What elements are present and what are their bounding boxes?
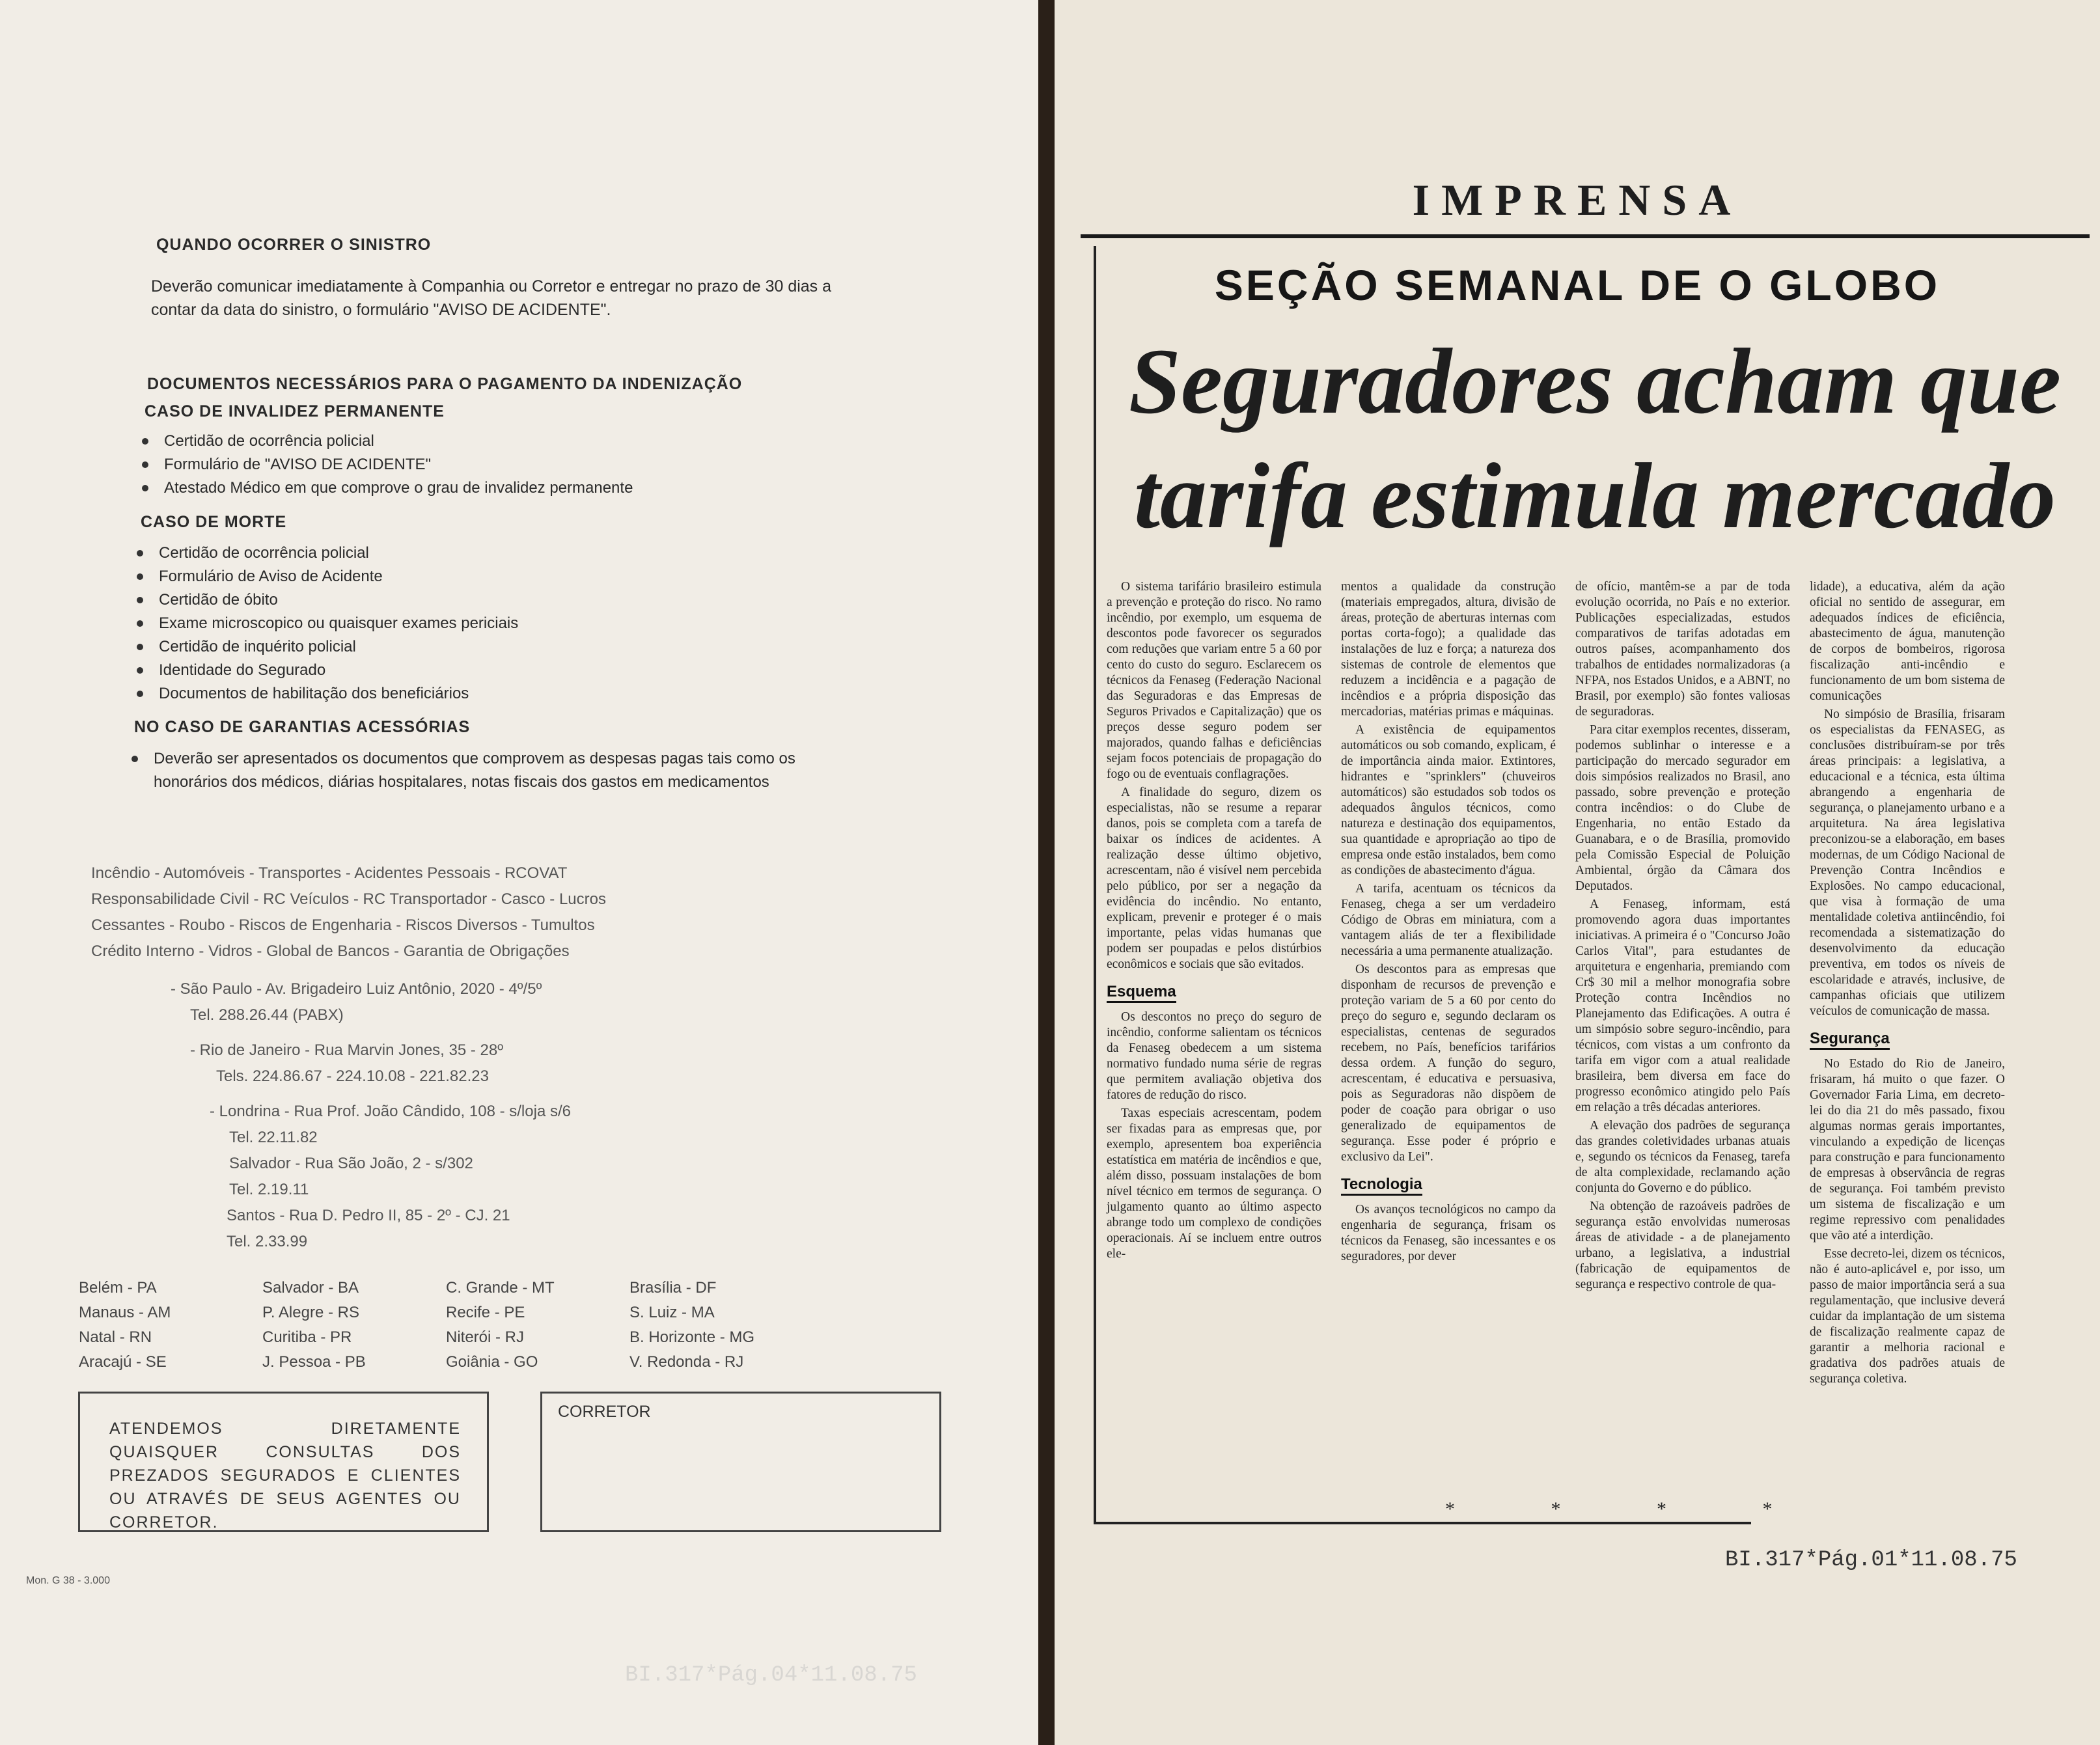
list-item: Atestado Médico em que comprove o grau de invalidez permanente — [138, 476, 854, 500]
garantias-heading: NO CASO DE GARANTIAS ACESSÓRIAS — [134, 718, 471, 736]
column-1 — [1107, 579, 1321, 1265]
address-line: - Rio de Janeiro - Rua Marvin Jones, 35 - 28º — [190, 1041, 503, 1059]
paragraph: Esse decreto-lei, dizem os técnicos, não é auto-aplicável e, por isso, um passo de maior importância será a sua regulamentação, que inclusive deverá cuidar da implantação de um sistema de fiscalização realmente capaz de garantir a melhoria racional e gradativa dos padrões atuais de segurança coletiva. — [1810, 1247, 2005, 1386]
paragraph: mentos a qualidade da construção (materiais empregados, altura, divisão de áreas, proteção de aberturas internas com portas corta-fogo); a qualidade das instalações de luz e força; a natureza dos sistemas de controle de elementos que reduzem a incidência e a pagação de incêndios e a própria disposição das mercadorias, matérias primas e máquinas. — [1341, 580, 1556, 719]
table-cell: P. Alegre - RS — [262, 1304, 359, 1321]
table-cell: Brasília - DF — [629, 1279, 717, 1297]
bleed-footer: BI.317*Pág.04*11.08.75 — [625, 1663, 917, 1688]
table-cell: Manaus - AM — [79, 1304, 171, 1321]
paragraph: Para citar exemplos recentes, disseram, podemos sublinhar o interesse e a participação do mercado segurador em dois simpósios realizados no Brasil, ano passado, sobre prevenção e proteção contra incêndios: o do Clube de Engenharia, no então Estado da Guanabara, e o de Brasília, promovido pela Comissão Especial de Poluição Ambiental, órgão da Câmara dos Deputados. — [1575, 723, 1790, 893]
paragraph: A Fenaseg, informam, está promovendo agora duas importantes iniciativas. A primeira é o "Concurso João Carlos Vital", para estudantes de arquitetura e engenharia, premiando com Cr$ 30 mil a melhor monografia sobre Proteção contra Incêndios no Planejamento das Edificações. A outra é um simpósio sobre seguro-incêndio, para técnicos, com vistas a um confronto da tarifa em vigor com a atual realidade brasileira, bem diversa em face do progresso econômico atingido pelo País em relação a três décadas anteriores. — [1575, 898, 1790, 1114]
sinistro-heading: QUANDO OCORRER O SINISTRO — [156, 236, 432, 254]
table-cell: S. Luiz - MA — [629, 1304, 715, 1321]
paragraph: A tarifa, acentuam os técnicos da Fenaseg, chega a ser um verdadeiro Código de Obras em miniatura, com a vantagem aliás de ter a flexibilidade necessária a uma permanente atualização. — [1341, 882, 1556, 958]
list-item: Documentos de habilitação dos beneficiários — [133, 682, 849, 706]
table-row — [78, 1325, 755, 1350]
kicker: SEÇÃO SEMANAL DE O GLOBO — [1214, 261, 1941, 309]
separator-stars: * * * * — [1445, 1498, 1818, 1520]
paragraph: O sistema tarifário brasileiro estimula a prevenção e proteção do risco. No ramo incêndio, por exemplo, um esquema de descontos pode favorecer os segurados com reduções que variam entre 5 a 60 por cento do custo do seguro. Esclarecem os técnicos da Fenaseg (Federação Nacional das Seguradoras e das Empresas de Seguros Privados e Capitalização) que os preços desse seguro podem ser majorados, quando falhas e deficiências sejam focos potenciais de propagação do fogo ou de eventuais conflagrações. — [1107, 580, 1321, 781]
paragraph: Os descontos no preço do seguro de incêndio, conforme salientam os técnicos da Fenaseg obedecem a um sistema normativo fundado numa série de regras que permitem avaliação objetiva dos fatores de redução do risco. — [1107, 1010, 1321, 1102]
invalidez-heading: CASO DE INVALIDEZ PERMANENTE — [145, 402, 445, 420]
ramos-list — [91, 860, 606, 965]
atendemos-text: ATENDEMOS DIRETAMENTE QUAISQUER CONSULTAS DOS PREZADOS SEGURADOS E CLIENTES OU ATRAVÉS DE SEUS AGENTES OU CORRETOR. — [109, 1420, 461, 1532]
address-line: Santos - Rua D. Pedro II, 85 - 2º - CJ. 21 — [227, 1207, 510, 1224]
address-line: Tel. 2.33.99 — [227, 1233, 308, 1250]
left-page — [0, 0, 1038, 1745]
list-item: Formulário de Aviso de Acidente — [133, 565, 849, 588]
documentos-heading: DOCUMENTOS NECESSÁRIOS PARA O PAGAMENTO DA INDENIZAÇÃO — [147, 375, 743, 393]
ramos-line: Incêndio - Automóveis - Transportes - Acidentes Pessoais - RCOVAT — [91, 864, 568, 882]
table-row — [78, 1276, 755, 1300]
list-item: Certidão de ocorrência policial — [138, 430, 854, 453]
footer-code: Mon. G 38 - 3.000 — [26, 1575, 110, 1586]
right-page — [1055, 0, 2100, 1745]
table-cell: Curitiba - PR — [262, 1328, 352, 1346]
section-rule — [1081, 234, 2090, 238]
address-line: - Londrina - Rua Prof. João Cândido, 108 - s/loja s/6 — [210, 1103, 571, 1120]
paragraph: de ofício, mantêm-se a par de toda evolução ocorrida, no País e no exterior. Publicações especializadas, estudos comparativos de tarifas adotadas em outros países, acompanhamento dos trabalhos de entidades normalizadoras (a NFPA, nos Estados Unidos, e a ABNT, no Brasil, por exemplo) são fontes valiosas de seguradoras. — [1575, 580, 1790, 719]
table-row — [78, 1300, 755, 1325]
table-cell: J. Pessoa - PB — [262, 1353, 366, 1371]
morte-heading: CASO DE MORTE — [141, 513, 287, 531]
list-item: Deverão ser apresentados os documentos que comprovem as despesas pagas tais como os honorários dos médicos, diárias hospitalares, notas fiscais dos gastos em medicamentos — [128, 747, 844, 794]
column-3 — [1575, 579, 1790, 1295]
page-footer: BI.317*Pág.01*11.08.75 — [1725, 1548, 2017, 1573]
book-spine — [1038, 0, 1055, 1745]
subheading-seguranca: Segurança — [1810, 1031, 1890, 1050]
headline-line-2: tarifa estimula mercado — [1134, 445, 2056, 548]
paragraph: Os avanços tecnológicos no campo da engenharia de segurança, frisam os técnicos da Fenaseg, são incessantes e os seguradores, por dever — [1341, 1203, 1556, 1263]
address-line: Tels. 224.86.67 - 224.10.08 - 221.82.23 — [216, 1067, 489, 1085]
list-item: Certidão de ocorrência policial — [133, 542, 849, 565]
paragraph: Na obtenção de razoáveis padrões de segurança estão envolvidas numerosas áreas de atividade - a de planejamento urbano, a legislativa, a industrial (fabricação de equipamentos de segurança e respectivo controle de qua- — [1575, 1200, 1790, 1291]
column-2 — [1341, 579, 1556, 1267]
address-line: Tel. 2.19.11 — [229, 1181, 309, 1198]
address-line: Tel. 288.26.44 (PABX) — [190, 1006, 344, 1024]
paragraph: A existência de equipamentos automáticos ou sob comando, explicam, é de importância ainda maior. Extintores, hidrantes e "sprinklers" (chuveiros automáticos) são estudados sob todos os adequados ângulos técnicos, como natureza e destinação dos equipamentos, sua quantidade e apropriação ao tipo de empresa onde estão instalados, bem como as condições de abastecimento d'água. — [1341, 723, 1556, 877]
table-cell: Recife - PE — [446, 1304, 525, 1321]
section-title: IMPRENSA — [1412, 175, 1743, 225]
headline-line-1: Seguradores acham que — [1128, 330, 2062, 433]
invalidez-list — [138, 430, 854, 500]
article-border-left — [1094, 246, 1096, 1522]
paragraph: Taxas especiais acrescentam, podem ser fixadas para as empresas que, por exemplo, apresentem boa experiência estatística em matéria de incêndios e que, além disso, possuam instalações de bom nível técnico em termos de segurança. O julgamento quanto ao último aspecto abrange todo um complexo de condições operacionais. Aí se incluem entre outros ele- — [1107, 1106, 1321, 1261]
paragraph: lidade), a educativa, além da ação oficial no sentido de assegurar, em adequados índices de eficiência, abastecimento de água, manutenção de corpos de bombeiros, rigorosa fiscalização anti-incêndio e funcionamento de um bom sistema de comunicações — [1810, 580, 2005, 703]
list-item: Certidão de inquérito policial — [133, 635, 849, 659]
table-cell: B. Horizonte - MG — [629, 1328, 755, 1346]
table-cell: Salvador - BA — [262, 1279, 359, 1297]
paragraph: Os descontos para as empresas que disponham de recursos de prevenção e proteção variam de 5 a 60 por cento do preço do seguro e, segundo declaram os especialistas, centenas de segurados recebem, no País, benefícios tarifários dessa ordem. A função do seguro, acrescentam, é educativa e persuasiva, pois as Seguradoras não dispõem de poder de coação para obrigar o uso generalizado de equipamentos de segurança. Esse poder é próprio e exclusivo da Lei". — [1341, 963, 1556, 1164]
corretor-box — [540, 1392, 941, 1532]
table-cell: Natal - RN — [79, 1328, 152, 1346]
list-item: Formulário de "AVISO DE ACIDENTE" — [138, 453, 854, 476]
address-line: Salvador - Rua São João, 2 - s/302 — [229, 1155, 473, 1172]
list-item: Identidade do Segurado — [133, 659, 849, 682]
atendemos-box — [78, 1392, 489, 1532]
ramos-line: Responsabilidade Civil - RC Veículos - RC Transportador - Casco - Lucros — [91, 890, 606, 908]
paragraph: A elevação dos padrões de segurança das grandes coletividades urbanas atuais e, segundo os técnicos da Fenaseg, tarefa de alta complexidade, reclamando ação conjunta do Governo e do público. — [1575, 1119, 1790, 1195]
ramos-line: Cessantes - Roubo - Riscos de Engenharia - Riscos Diversos - Tumultos — [91, 916, 595, 934]
address-line: Tel. 22.11.82 — [229, 1129, 318, 1146]
list-item: Certidão de óbito — [133, 588, 849, 612]
table-cell: Goiânia - GO — [446, 1353, 538, 1371]
table-cell: V. Redonda - RJ — [629, 1353, 744, 1371]
subheading-tecnologia: Tecnologia — [1341, 1177, 1422, 1196]
ramos-line: Crédito Interno - Vidros - Global de Bancos - Garantia de Obrigações — [91, 942, 570, 960]
table-cell: Aracajú - SE — [79, 1353, 167, 1371]
table-row — [78, 1350, 755, 1375]
cidades-table — [78, 1276, 755, 1375]
enderecos-list — [171, 976, 571, 1255]
table-cell: Belém - PA — [79, 1279, 157, 1297]
address-line: - São Paulo - Av. Brigadeiro Luiz Antônio, 2020 - 4º/5º — [171, 980, 542, 998]
list-item: Exame microscopico ou quaisquer exames periciais — [133, 612, 849, 635]
table-cell: C. Grande - MT — [446, 1279, 555, 1297]
subheading-esquema: Esquema — [1107, 984, 1176, 1003]
garantias-list — [128, 747, 844, 794]
paragraph: No Estado do Rio de Janeiro, frisaram, há muito o que fazer. O Governador Faria Lima, em decreto-lei do dia 21 do mês passado, fixou algumas normas gerais importantes, vinculando a expedição de licenças para construção e para funcionamento de empresas à observância de regras de segurança. Foi também previsto um sistema de fiscalização e um regime repressivo com penalidades que vão até a interdição. — [1810, 1057, 2005, 1243]
paragraph: A finalidade do seguro, dizem os especialistas, não se resume a reparar danos, pois se completa com a tarefa de baixar os índices de acidentes. A realização desse último objetivo, acrescentam, não é visível nem percebida pelo público, por ser a negação da evidência do incêndio. No entanto, explicam, prevenir e proteger é o mais importante, pelas vidas humanas que podem ser poupadas e pelos distúrbios econômicos e sociais que são evitados. — [1107, 786, 1321, 971]
morte-list — [133, 542, 849, 706]
paragraph: No simpósio de Brasília, frisaram os especialistas da FENASEG, as conclusões distribuíram-se por três áreas principais: a legislativa, a educacional e a técnica, esta última abrangendo a engenharia de segurança, o planejamento urbano e a arquitetura. Na área legislativa preconizou-se a elaboração, em bases modernas, de um Código Nacional de Prevenção Contra Incêndios e Explosões. No campo educacional, que visa à formação de uma mentalidade coletiva antiincêndio, foi recomendada a sistematização do desenvolvimento da educação preventiva, em todos os níveis de escolaridade e através, inclusive, de campanhas oficiais que utilizem veículos de comunicação de massa. — [1810, 708, 2005, 1018]
sinistro-text: Deverão comunicar imediatamente à Companhia ou Corretor e entregar no prazo de 30 dias a contar da data do sinistro, o formulário "AVISO DE ACIDENTE". — [151, 277, 832, 319]
column-4 — [1810, 579, 2005, 1390]
article-border-bottom — [1094, 1522, 1751, 1524]
table-cell: Niterói - RJ — [446, 1328, 525, 1346]
corretor-label: CORRETOR — [558, 1403, 651, 1421]
